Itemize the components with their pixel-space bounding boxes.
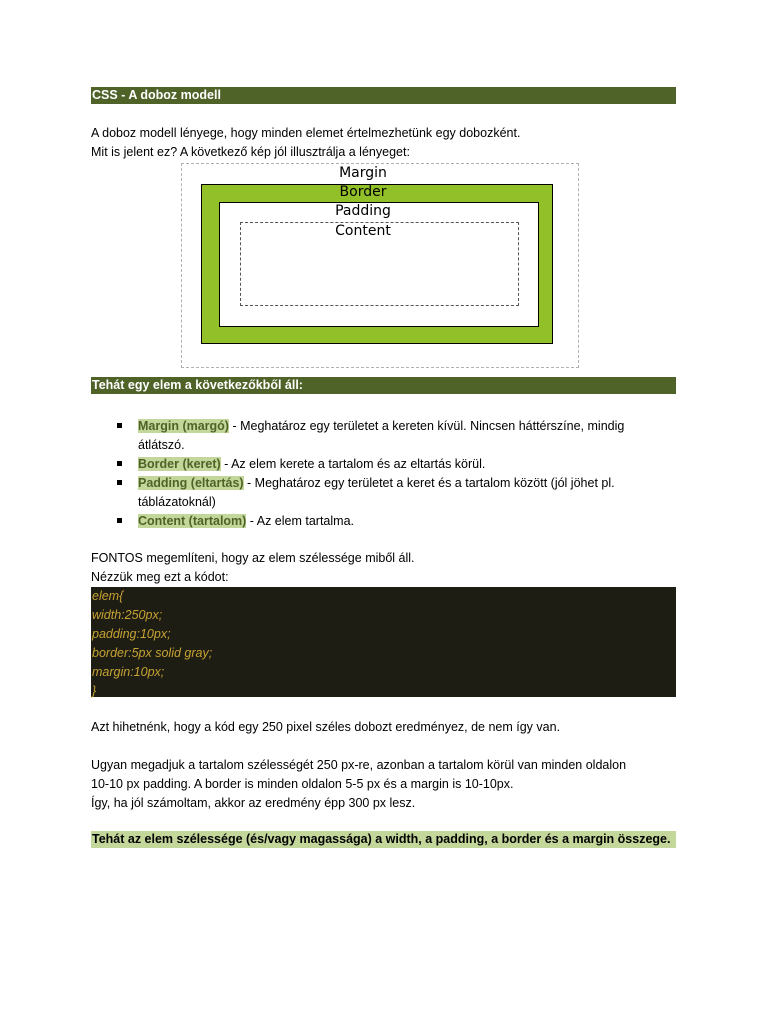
bullet-icon <box>117 461 125 469</box>
fontos-line-1: FONTOS megemlíteni, hogy az elem szélessége miből áll. <box>91 551 415 565</box>
paragraph-1: Azt hihetnénk, hogy a kód egy 250 pixel széles dobozt eredményez, de nem így van. <box>91 720 561 734</box>
bullet-icon <box>117 480 125 488</box>
heading-elements: Tehát egy elem a következőkből áll: <box>91 377 676 394</box>
heading-box-model: CSS - A doboz modell <box>91 87 676 104</box>
intro-line-1: A doboz modell lényege, hogy minden elemet értelmezhetünk egy dobozként. <box>91 126 521 140</box>
conclusion-highlight: Tehát az elem szélessége (és/vagy magassága) a width, a padding, a border és a margin összege. <box>91 831 676 848</box>
border-label: Border <box>339 184 387 200</box>
code-line: border:5px solid gray; <box>92 646 213 660</box>
code-line: margin:10px; <box>92 665 165 679</box>
paragraph-2-line-2: 10-10 px padding. A border is minden oldalon 5-5 px és a margin is 10-10px. <box>91 777 514 791</box>
intro-line-2: Mit is jelent ez? A következő kép jól illusztrálja a lényeget: <box>91 145 410 159</box>
paragraph-2-line-3: Így, ha jól számoltam, akkor az eredmény épp 300 px lesz. <box>91 796 416 810</box>
code-line: } <box>92 684 97 698</box>
list-item-content: Content (tartalom) - Az elem tartalma. <box>138 514 355 528</box>
code-line: width:250px; <box>92 608 163 622</box>
list-item-margin: Margin (margó) - Meghatároz egy területet a kereten kívül. Nincsen háttérszíne, mindig átlátszó. <box>138 419 625 452</box>
code-line: elem{ <box>92 589 124 603</box>
list-item-border: Border (keret) - Az elem kerete a tartalom és az eltartás körül. <box>138 457 486 471</box>
code-line: padding:10px; <box>92 627 171 641</box>
fontos-line-2: Nézzük meg ezt a kódot: <box>91 570 229 584</box>
code-block <box>91 587 676 697</box>
bullet-icon <box>117 423 125 431</box>
margin-label: Margin <box>339 165 387 181</box>
content-label: Content <box>335 223 391 239</box>
paragraph-2-line-1: Ugyan megadjuk a tartalom szélességét 250 px-re, azonban a tartalom körül van minden oldalon <box>91 758 627 772</box>
padding-label: Padding <box>335 203 391 219</box>
list-item-padding: Padding (eltartás) - Meghatároz egy területet a keret és a tartalom között (jól jöhet pl. táblázatoknál) <box>138 476 615 509</box>
bullet-icon <box>117 518 125 526</box>
box-model-diagram <box>181 163 579 368</box>
